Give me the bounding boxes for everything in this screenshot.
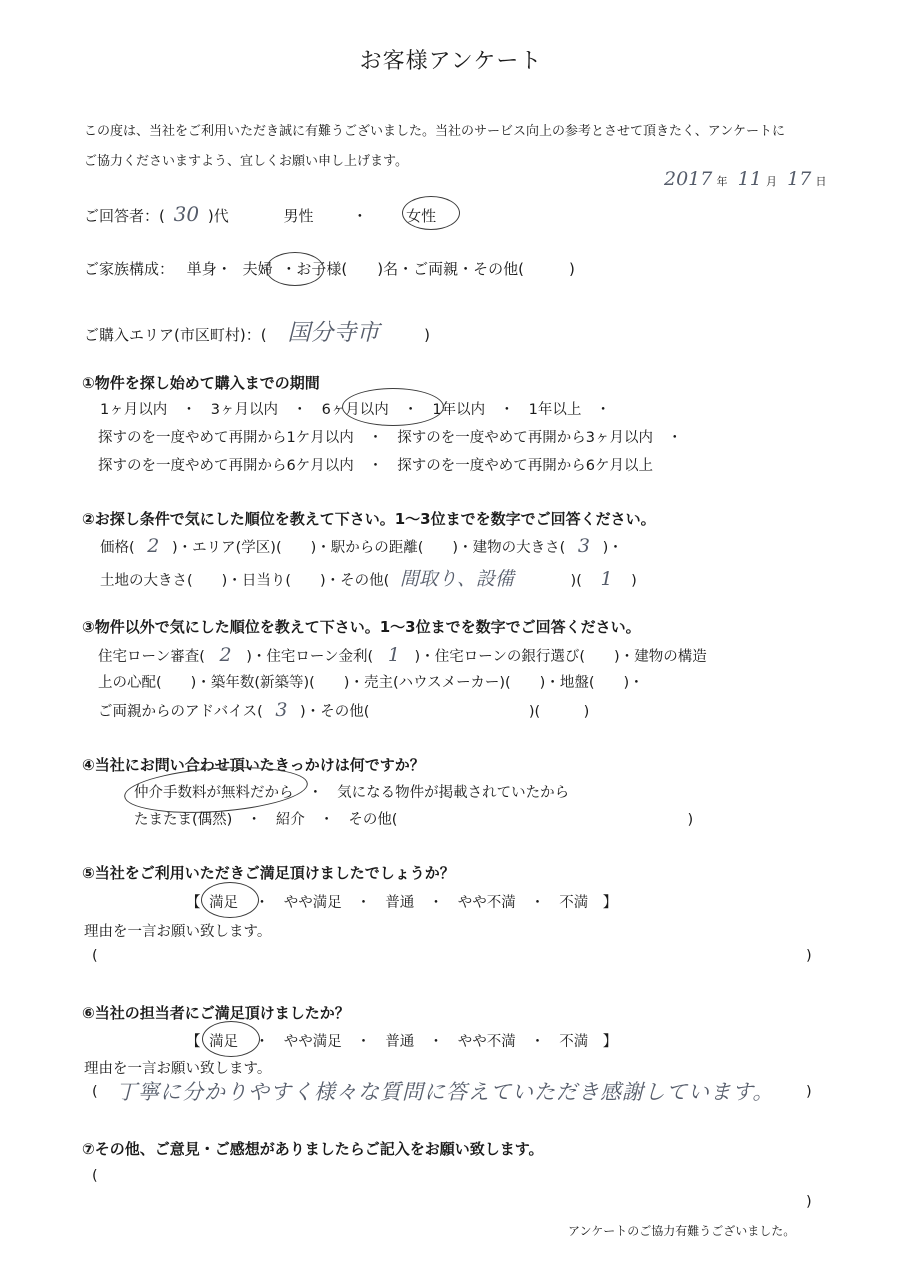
q5-reason-open: ( [92, 948, 98, 964]
q3-loan-review-label: 住宅ローン審査( [98, 649, 205, 665]
q1-row-3[interactable]: 探すのを一度やめて再開から6ケ月以内 ・ 探すのを一度やめて再開から6ケ月以上 [98, 458, 653, 474]
q3-row-3-rest: )・その他( )( ) [300, 704, 590, 720]
q6-bracket-open: 【 [186, 1034, 201, 1050]
respondent-age[interactable]: 30 [173, 202, 200, 226]
q4-options[interactable]: ・ 気になる物件が掲載されていたから [308, 785, 570, 801]
q5-reason-close: ) [806, 948, 812, 964]
q5-options[interactable]: ・ やや満足 ・ 普通 ・ やや不満 ・ 不満 】 [254, 895, 618, 911]
q2-price-label: 価格( [100, 540, 135, 556]
q5-title: ⑤当社をご利用いただきご満足頂けましたでしょうか？ [82, 864, 455, 882]
option-couple[interactable]: 夫婦 [242, 260, 273, 278]
q1-title: ①物件を探し始めて購入までの期間 [82, 374, 320, 392]
date-year: 2017 [664, 168, 713, 190]
q2-price-rank[interactable]: 2 [147, 535, 160, 557]
q3-row-3 [98, 699, 589, 721]
q7-open: ( [92, 1168, 98, 1184]
area-value[interactable]: 国分寺市 [287, 320, 380, 346]
page-title: お客様アンケート [359, 49, 543, 74]
q2-other-rank-open: )( [570, 573, 582, 589]
q2-other-rank[interactable]: 1 [600, 568, 613, 590]
selection-circle [402, 196, 460, 230]
q5-bracket-open: 【 [186, 895, 201, 911]
q6-reason-text[interactable]: 丁寧に分かりやすく様々な質問に答えていただき感謝しています。 [116, 1080, 775, 1104]
date-day: 17 [787, 168, 812, 190]
selection-circle [201, 882, 259, 918]
q7-title: ⑦その他、ご意見・ご感想がありましたらご記入をお願い致します。 [82, 1140, 544, 1158]
q5-option-selected[interactable]: 満足 [209, 895, 239, 911]
q2-options-2: 土地の大きさ( )・日当り( )・その他( [100, 573, 390, 589]
q1-options-a[interactable]: 1ヶ月以内 ・ 3ヶ月以内 ・ [100, 402, 307, 418]
family-other-options[interactable]: ・お子様( )名・ご両親・その他( ) [281, 260, 575, 278]
area-label: ご購入エリア(市区町村)：( [84, 326, 267, 344]
q4-option-selected[interactable]: 仲介手数料が無料だから [134, 785, 294, 801]
intro-line-2: ご協力くださいますよう、宜しくお願い申し上げます。 [84, 154, 408, 169]
q3-loan-rate-label: )・住宅ローン金利( [246, 649, 374, 665]
q1-row-2[interactable]: 探すのを一度やめて再開から1ケ月以内 ・ 探すのを一度やめて再開から3ヶ月以内 ・ [98, 430, 682, 446]
q2-title: ②お探し条件で気にした順位を教えて下さい。1～3位までを数字でご回答ください。 [82, 510, 656, 528]
q3-row-2[interactable]: 上の心配( )・築年数(新築等)( )・売主(ハウスメーカー)( )・地盤( )・ [98, 675, 644, 691]
option-female[interactable]: 女性 [406, 207, 437, 225]
q6-title: ⑥当社の担当者にご満足頂けましたか？ [82, 1004, 350, 1022]
q2-row-2 [100, 564, 637, 591]
date-month-unit: 月 [765, 175, 777, 188]
q2-other-text[interactable]: 間取り、設備 [399, 568, 514, 590]
family-row [84, 258, 575, 279]
q2-row-1-end: )・ [602, 540, 623, 556]
date-month: 11 [737, 168, 762, 190]
intro-line-1: この度は、当社をご利用いただき誠に有難うございました。当社のサービス向上の参考とさせて頂きたく、アンケートに [84, 124, 785, 139]
q1-option-selected[interactable]: 6ヶ月以内 [321, 402, 389, 418]
q2-options: )・エリア(学区)( )・駅からの距離( )・建物の大きさ( [171, 540, 566, 556]
selection-circle [342, 388, 444, 426]
q6-reason-close: ) [806, 1084, 812, 1100]
q3-loan-rate-rank[interactable]: 1 [387, 644, 400, 666]
selection-circle [202, 1021, 260, 1057]
q4-row-2[interactable]: たまたま(偶然) ・ 紹介 ・ その他( ) [134, 812, 694, 828]
q3-parents-rank[interactable]: 3 [275, 699, 288, 721]
q3-row-1 [98, 644, 707, 666]
q4-title: ④当社にお問い合わせ頂いたきっかけは何ですか？ [82, 756, 425, 774]
answer-date [664, 168, 826, 190]
date-year-unit: 年 [716, 175, 728, 188]
footer-thanks: アンケートのご協力有難うございました。 [568, 1224, 796, 1238]
area-close: ) [424, 326, 430, 344]
q2-other-rank-close: ) [631, 573, 637, 589]
area-row [84, 314, 430, 347]
family-label: ご家族構成： [84, 260, 175, 278]
q6-option-selected[interactable]: 満足 [209, 1034, 239, 1050]
q1-options-b[interactable]: ・ 1年以内 ・ 1年以上 ・ [403, 402, 611, 418]
respondent-age-suffix: )代 [207, 207, 229, 225]
q2-size-rank[interactable]: 3 [577, 535, 590, 557]
selection-circle [266, 252, 324, 286]
q3-loan-review-rank[interactable]: 2 [219, 644, 232, 666]
q6-options[interactable]: ・ やや満足 ・ 普通 ・ やや不満 ・ 不満 】 [254, 1034, 618, 1050]
separator: ・ [352, 207, 368, 225]
respondent-label: ご回答者：( [84, 207, 165, 225]
option-single[interactable]: 単身・ [186, 260, 232, 278]
q3-parents-label: ご両親からのアドバイス( [98, 704, 263, 720]
q5-reason-label: 理由を一言お願い致します。 [84, 924, 272, 940]
q3-title: ③物件以外で気にした順位を教えて下さい。1～3位までを数字でご回答ください。 [82, 618, 641, 636]
date-day-unit: 日 [815, 175, 827, 188]
respondent-row [84, 202, 436, 226]
q6-reason-label: 理由を一言お願い致します。 [84, 1061, 272, 1077]
option-male[interactable]: 男性 [283, 207, 314, 225]
q3-row-1-rest: )・住宅ローンの銀行選び( )・建物の構造 [414, 649, 707, 665]
q6-reason-open: ( [92, 1084, 98, 1100]
q2-row-1 [100, 535, 623, 557]
q7-close: ) [806, 1194, 812, 1210]
